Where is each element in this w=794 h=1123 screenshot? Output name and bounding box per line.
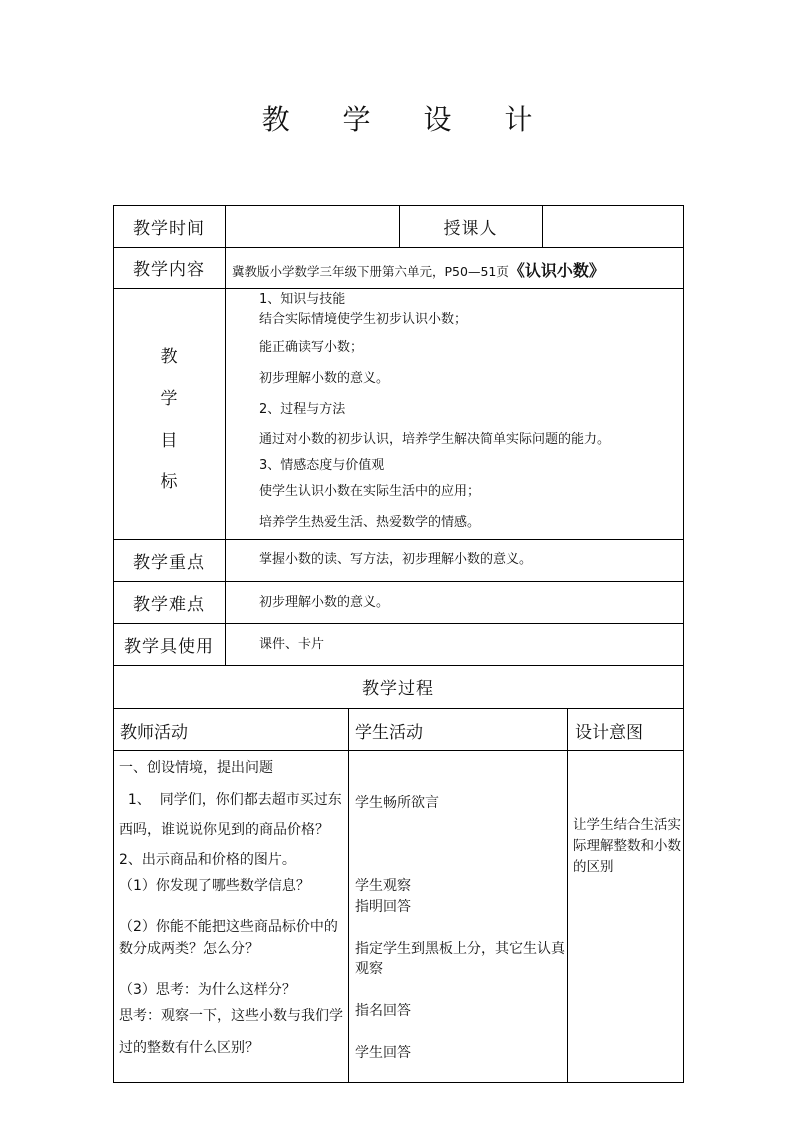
- time-value: [225, 205, 399, 247]
- teacher-line: 1、 同学们，你们都去超市买过东: [119, 792, 342, 808]
- difficulties-value: 初步理解小数的意义。: [259, 595, 390, 610]
- tools-value: 课件、卡片: [259, 637, 325, 652]
- teacher-line: 思考：观察一下，这些小数与我们学: [119, 1008, 343, 1024]
- objective-line: 3、情感态度与价值观: [259, 458, 385, 473]
- student-line: 学生畅所欲言: [355, 795, 439, 811]
- student-line: 学生回答: [355, 1045, 411, 1061]
- content-lesson-title: 《认识小数》: [508, 261, 605, 280]
- student-line: 学生观察: [355, 878, 411, 894]
- content-label: 教学内容: [133, 260, 205, 280]
- teacher-value: [542, 205, 683, 247]
- objective-line: 培养学生热爱生活、热爱数学的情感。: [259, 515, 481, 530]
- page-title: 教 学 设 计: [261, 103, 555, 136]
- objective-line: 1、知识与技能: [259, 292, 346, 307]
- objective-line: 2、过程与方法: [259, 402, 346, 417]
- key-points-label: 教学重点: [133, 552, 205, 573]
- design-intent-text: 让学生结合生活实际理解整数和小数的区别: [573, 817, 681, 875]
- content-value-text: 冀教版小学数学三年级下册第六单元，P50—51页: [232, 264, 509, 279]
- student-line: 指明回答: [355, 899, 411, 915]
- difficulties-label: 教学难点: [133, 594, 205, 615]
- teacher-line: 过的整数有什么区别？: [119, 1040, 259, 1056]
- time-label: 教学时间: [133, 218, 205, 239]
- teacher-line: （2）你能不能把这些商品标价中的: [119, 919, 338, 935]
- tools-label: 教学具使用: [124, 636, 214, 657]
- teacher-line: （3）思考：为什么这样分？: [119, 982, 296, 998]
- objectives-label-char: 目: [160, 431, 178, 451]
- objective-line: 使学生认识小数在实际生活中的应用；: [259, 484, 481, 499]
- column-student-activity: 学生活动: [355, 723, 423, 743]
- objective-line: 初步理解小数的意义。: [259, 371, 390, 386]
- objective-line: 通过对小数的初步认识，培养学生解决简单实际问题的能力。: [259, 432, 611, 447]
- objectives-label-char: 教: [160, 347, 178, 367]
- column-design-intent: 设计意图: [575, 723, 643, 743]
- objectives-label-char: 学: [160, 389, 178, 409]
- teacher-line: 一、创设情境，提出问题: [119, 760, 273, 776]
- column-teacher-activity: 教师活动: [120, 723, 188, 743]
- content-value: [232, 258, 605, 281]
- student-line: 指定学生到黑板上分，其它生认真: [355, 941, 565, 957]
- student-line: 观察: [355, 961, 383, 977]
- objectives-label-char: 标: [160, 472, 178, 492]
- teacher-label: 授课人: [443, 218, 498, 239]
- objective-line: 结合实际情境使学生初步认识小数；: [259, 312, 468, 327]
- teacher-line: 2、出示商品和价格的图片。: [119, 852, 296, 868]
- student-line: 指名回答: [355, 1003, 411, 1019]
- objective-line: 能正确读写小数；: [259, 340, 364, 355]
- process-heading: 教学过程: [362, 679, 434, 699]
- teacher-line: 数分成两类？怎么分？: [119, 941, 259, 957]
- teacher-line: （1）你发现了哪些数学信息？: [119, 878, 310, 894]
- key-points-value: 掌握小数的读、写方法，初步理解小数的意义。: [259, 552, 533, 567]
- teacher-line: 西吗，谁说说你见到的商品价格？: [119, 822, 329, 838]
